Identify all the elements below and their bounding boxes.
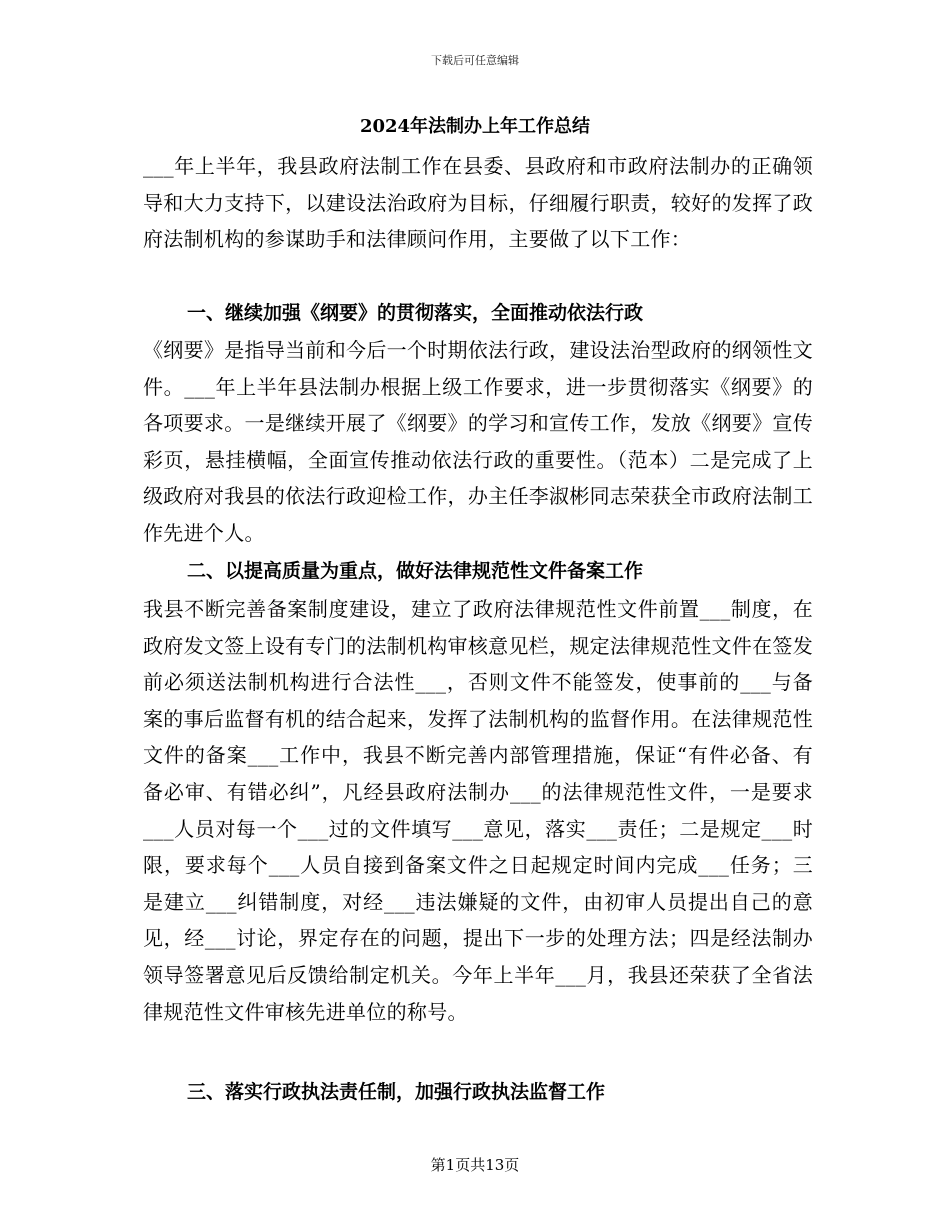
section-3-heading: 三、落实行政执法责任制，加强行政执法监督工作 [187,1081,606,1103]
header-note: 下载后可任意编辑 [431,54,519,67]
section-2-heading: 二、以提高质量为重点，做好法律规范性文件备案工作 [187,560,644,582]
page-number-footer: 第1页共13页 [430,1156,520,1174]
intro-paragraph: ___年上半年，我县政府法制工作在县委、县政府和市政府法制办的正确领导和大力支持下，以建设法治政府为目标，仔细履行职责，较好的发挥了政府法制机构的参谋助手和法律顾问作用，主要做了以下工作： [143,154,813,252]
section-1-paragraph: 《纲要》是指导当前和今后一个时期依法行政，建设法治型政府的纲领性文件。___年上半年县法制办根据上级工作要求，进一步贯彻落实《纲要》的各项要求。一是继续开展了《纲要》的学习和宣传工作，发放《纲要》宣传彩页，悬挂横幅，全面宣传推动依法行政的重要性。（范本）二是完成了上级政府对我县的依法行政迎检工作，办主任李淑彬同志荣获全市政府法制工作先进个人。 [143,338,813,545]
section-1-heading: 一、继续加强《纲要》的贯彻落实，全面推动依法行政 [187,302,644,324]
document-title: 2024年法制办上年工作总结 [359,116,591,137]
section-2-paragraph: 我县不断完善备案制度建设，建立了政府法律规范性文件前置___制度，在政府发文签上设有专门的法制机构审核意见栏，规定法律规范性文件在签发前必须送法制机构进行合法性___，否则文件不能签发，使事前的___与备案的事后监督有机的结合起来，发挥了法制机构的监督作用。在法律规范性文件的备案___工作中，我县不断完善内部管理措施，保证“有件必备、有备必审、有错必纠”，凡经县政府法制办___的法律规范性文件，一是要求___人员对每一个___过的文件填写___意见，落实___责任；二是规定___时限，要求每个___人员自接到备案文件之日起规定时间内完成___任务；三是建立___纠错制度，对经___违法嫌疑的文件，由初审人员提出自己的意见，经___讨论，界定存在的问题，提出下一步的处理方法；四是经法制办领导签署意见后反馈给制定机关。今年上半年___月，我县还荣获了全省法律规范性文件审核先进单位的称号。 [143,597,813,1024]
